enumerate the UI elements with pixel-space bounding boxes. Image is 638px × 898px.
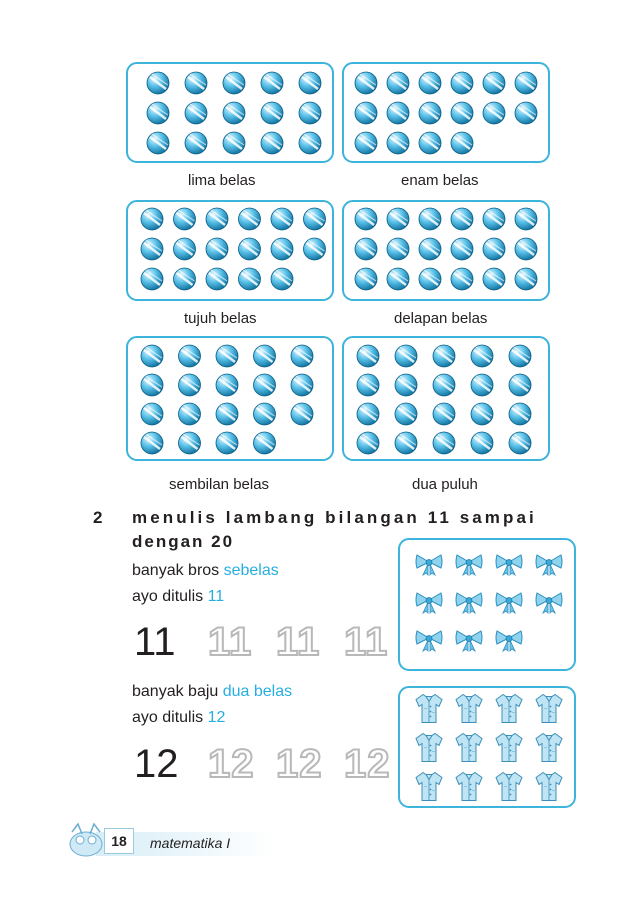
ball-group-16 bbox=[342, 62, 550, 163]
group-label: lima belas bbox=[188, 172, 256, 189]
ball-icon bbox=[239, 208, 261, 230]
ball-icon bbox=[185, 102, 207, 124]
ball-icon bbox=[304, 238, 326, 260]
ball-icon bbox=[509, 345, 531, 367]
ball-icon bbox=[179, 374, 201, 396]
ball-icon bbox=[141, 208, 163, 230]
ball-icon bbox=[254, 403, 276, 425]
ball-icon bbox=[141, 238, 163, 260]
ball-icon bbox=[299, 132, 321, 154]
bow-brooch-icon bbox=[416, 593, 442, 613]
trace-number[interactable]: 12 bbox=[344, 742, 391, 786]
bow-brooch-icon bbox=[416, 555, 442, 575]
ball-icon bbox=[451, 268, 473, 290]
instruction-highlight: 12 bbox=[207, 709, 226, 726]
ball-icon bbox=[395, 432, 417, 454]
shirt-icon bbox=[456, 773, 482, 801]
ball-icon bbox=[223, 102, 245, 124]
ball-icon bbox=[355, 72, 377, 94]
group-label: tujuh belas bbox=[184, 310, 257, 327]
bow-brooch-icon bbox=[536, 593, 562, 613]
bow-brooch-icon bbox=[456, 631, 482, 651]
shirt-icon bbox=[536, 734, 562, 762]
ball-icon bbox=[261, 72, 283, 94]
ball-icon bbox=[206, 238, 228, 260]
ball-icon bbox=[483, 72, 505, 94]
ball-icon bbox=[419, 72, 441, 94]
ball-icon bbox=[395, 403, 417, 425]
ball-icon bbox=[141, 403, 163, 425]
ball-group-17 bbox=[126, 200, 334, 301]
ball-icon bbox=[291, 374, 313, 396]
ball-icon bbox=[185, 132, 207, 154]
shirt-icon bbox=[536, 695, 562, 723]
ball-icon bbox=[515, 102, 537, 124]
bow-brooch-icon bbox=[496, 631, 522, 651]
ball-icon bbox=[471, 374, 493, 396]
ball-icon bbox=[483, 268, 505, 290]
ball-icon bbox=[223, 72, 245, 94]
shirt-icon bbox=[416, 734, 442, 762]
ball-icon bbox=[141, 374, 163, 396]
ball-icon bbox=[471, 345, 493, 367]
ball-icon bbox=[395, 374, 417, 396]
ball-icon bbox=[451, 238, 473, 260]
shirt-icon bbox=[416, 695, 442, 723]
ball-icon bbox=[395, 345, 417, 367]
ball-icon bbox=[387, 208, 409, 230]
ball-icon bbox=[216, 345, 238, 367]
ball-icon bbox=[299, 102, 321, 124]
ball-icon bbox=[451, 102, 473, 124]
ball-icon bbox=[433, 403, 455, 425]
ball-icon bbox=[483, 238, 505, 260]
shirt-icon bbox=[456, 695, 482, 723]
exercise1-write-instruction bbox=[132, 588, 224, 606]
ball-icon bbox=[451, 132, 473, 154]
section-title-line1: menulis lambang bilangan 11 sampai bbox=[132, 508, 537, 527]
ball-icon bbox=[271, 268, 293, 290]
bow-brooch-icon bbox=[536, 555, 562, 575]
ball-icon bbox=[254, 345, 276, 367]
prompt-highlight: dua belas bbox=[222, 683, 293, 700]
ball-icon bbox=[147, 102, 169, 124]
ball-icon bbox=[271, 238, 293, 260]
ball-icon bbox=[419, 132, 441, 154]
ball-icon bbox=[515, 208, 537, 230]
bow-brooch-icon bbox=[456, 555, 482, 575]
ball-icon bbox=[515, 72, 537, 94]
shirt-icon bbox=[416, 773, 442, 801]
ball-icon bbox=[291, 403, 313, 425]
ball-icon bbox=[206, 208, 228, 230]
ball-icon bbox=[254, 432, 276, 454]
section-title-line2: dengan 20 bbox=[132, 532, 235, 551]
ball-icon bbox=[216, 403, 238, 425]
ball-icon bbox=[355, 268, 377, 290]
shirt-icon bbox=[536, 773, 562, 801]
ball-icon bbox=[419, 268, 441, 290]
prompt-highlight: sebelas bbox=[223, 562, 279, 579]
exercise1-number: 11 bbox=[134, 620, 176, 664]
trace-number[interactable]: 11 bbox=[276, 620, 321, 664]
ball-group-15 bbox=[126, 62, 334, 163]
ball-icon bbox=[206, 268, 228, 290]
ball-icon bbox=[223, 132, 245, 154]
bow-brooch-icon-grid bbox=[400, 540, 574, 669]
ball-icon bbox=[291, 345, 313, 367]
instruction-prefix: ayo ditulis bbox=[132, 588, 208, 605]
ball-icon-grid bbox=[128, 64, 332, 161]
ball-icon bbox=[387, 268, 409, 290]
ball-icon bbox=[433, 432, 455, 454]
ball-icon bbox=[483, 102, 505, 124]
ball-icon bbox=[433, 374, 455, 396]
ball-group-19 bbox=[126, 336, 334, 461]
ball-icon bbox=[509, 432, 531, 454]
bow-brooch-icon bbox=[456, 593, 482, 613]
brooch-picture bbox=[398, 538, 576, 671]
trace-number[interactable]: 12 bbox=[208, 742, 255, 786]
ball-icon bbox=[239, 268, 261, 290]
ball-icon bbox=[515, 238, 537, 260]
ball-icon bbox=[387, 132, 409, 154]
ball-icon bbox=[147, 72, 169, 94]
ball-icon bbox=[357, 345, 379, 367]
trace-number[interactable]: 11 bbox=[208, 620, 253, 664]
ball-group-18 bbox=[342, 200, 550, 301]
ball-icon bbox=[357, 374, 379, 396]
ball-icon bbox=[179, 432, 201, 454]
shirt-icon bbox=[496, 695, 522, 723]
ball-icon bbox=[355, 238, 377, 260]
ball-icon-grid bbox=[344, 338, 548, 459]
ball-icon bbox=[357, 403, 379, 425]
ball-icon bbox=[515, 268, 537, 290]
instruction-highlight: 11 bbox=[207, 588, 225, 605]
ball-icon-grid bbox=[128, 202, 332, 299]
exercise2-prompt bbox=[132, 683, 292, 701]
ball-icon bbox=[451, 72, 473, 94]
shirt-icon bbox=[456, 734, 482, 762]
ball-icon bbox=[141, 432, 163, 454]
prompt-prefix: banyak bros bbox=[132, 562, 224, 579]
shirt-icon bbox=[496, 734, 522, 762]
bow-brooch-icon bbox=[496, 593, 522, 613]
ball-icon-grid bbox=[128, 338, 332, 459]
ball-icon bbox=[483, 208, 505, 230]
ball-icon bbox=[174, 268, 196, 290]
group-label: delapan belas bbox=[394, 310, 488, 327]
ball-icon bbox=[419, 238, 441, 260]
shirt-picture bbox=[398, 686, 576, 808]
ball-icon bbox=[299, 72, 321, 94]
ball-icon bbox=[387, 102, 409, 124]
ball-icon bbox=[254, 374, 276, 396]
ball-icon bbox=[271, 208, 293, 230]
ball-icon bbox=[357, 432, 379, 454]
group-label: enam belas bbox=[401, 172, 479, 189]
group-label: sembilan belas bbox=[169, 476, 270, 493]
ball-icon bbox=[179, 403, 201, 425]
ball-icon bbox=[451, 208, 473, 230]
bow-brooch-icon bbox=[496, 555, 522, 575]
ball-icon bbox=[419, 208, 441, 230]
ball-icon bbox=[261, 102, 283, 124]
ball-icon bbox=[141, 345, 163, 367]
ball-icon bbox=[355, 132, 377, 154]
ball-icon bbox=[355, 208, 377, 230]
ball-icon bbox=[185, 72, 207, 94]
ball-icon bbox=[304, 208, 326, 230]
exercise2-number: 12 bbox=[134, 742, 179, 786]
ball-icon bbox=[419, 102, 441, 124]
ball-icon bbox=[471, 432, 493, 454]
ball-icon bbox=[471, 403, 493, 425]
prompt-prefix: banyak baju bbox=[132, 683, 223, 700]
ball-icon bbox=[355, 102, 377, 124]
ball-icon bbox=[509, 374, 531, 396]
ball-icon-grid bbox=[344, 64, 548, 161]
ball-icon bbox=[147, 132, 169, 154]
ball-group-20 bbox=[342, 336, 550, 461]
ball-icon bbox=[433, 345, 455, 367]
ball-icon bbox=[239, 238, 261, 260]
bow-brooch-icon bbox=[416, 631, 442, 651]
ball-icon bbox=[216, 432, 238, 454]
ball-icon bbox=[387, 72, 409, 94]
book-title: matematika I bbox=[150, 835, 231, 851]
trace-number[interactable]: 11 bbox=[344, 620, 389, 664]
ball-icon bbox=[174, 208, 196, 230]
ball-icon bbox=[387, 238, 409, 260]
shirt-icon-grid bbox=[400, 688, 574, 806]
mascot-icon bbox=[64, 820, 108, 860]
ball-icon bbox=[174, 238, 196, 260]
group-label: dua puluh bbox=[412, 476, 478, 493]
trace-number[interactable]: 12 bbox=[276, 742, 323, 786]
ball-icon bbox=[261, 132, 283, 154]
instruction-prefix: ayo ditulis bbox=[132, 709, 208, 726]
exercise1-prompt bbox=[132, 562, 279, 580]
section-number: 2 bbox=[93, 508, 105, 527]
shirt-icon bbox=[496, 773, 522, 801]
ball-icon bbox=[509, 403, 531, 425]
ball-icon bbox=[141, 268, 163, 290]
ball-icon bbox=[216, 374, 238, 396]
ball-icon bbox=[179, 345, 201, 367]
ball-icon-grid bbox=[344, 202, 548, 299]
exercise2-write-instruction bbox=[132, 709, 225, 727]
page-number: 18 bbox=[104, 828, 134, 854]
